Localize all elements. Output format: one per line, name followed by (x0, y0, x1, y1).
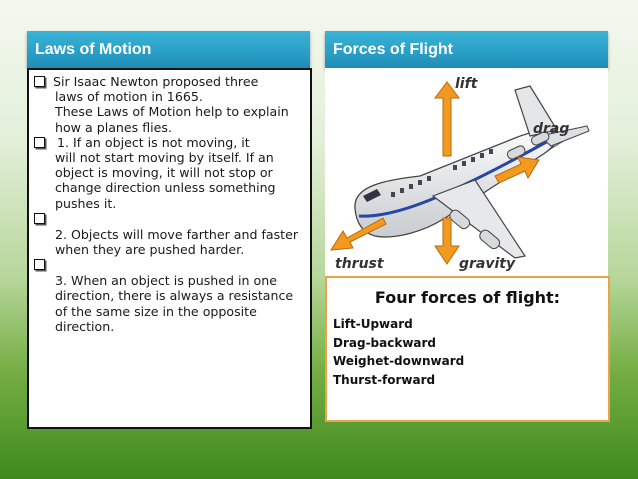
bullet-text: 1. If an object is not moving, it (53, 134, 250, 150)
forces-of-flight-header (325, 31, 608, 68)
bullet-law-1 (34, 135, 304, 150)
gravity-label: gravity (459, 256, 516, 272)
checkbox-bullet-icon (34, 259, 45, 270)
force-item-thrust: Thurst-forward (333, 372, 436, 387)
force-item-drag: Drag-backward (333, 335, 437, 350)
four-forces-box (325, 276, 610, 422)
gravity-arrow (435, 218, 459, 264)
airplane-forces-diagram (325, 68, 608, 276)
laws-of-motion-box (27, 68, 312, 429)
checkbox-bullet-icon (34, 213, 45, 224)
drag-label: drag (533, 121, 570, 137)
bullet-newton (34, 74, 304, 89)
bullet-text-cont: 2. Objects will move farther and faster when they are pushed harder. (55, 226, 299, 258)
force-item-lift: Lift-Upward (333, 317, 413, 331)
checkbox-bullet-icon (34, 76, 45, 87)
lift-label: lift (455, 76, 478, 92)
lift-arrow (435, 82, 459, 156)
four-forces-title: Four forces of flight: (374, 288, 561, 307)
laws-of-motion-title: Laws of Motion (35, 41, 152, 58)
airplane-illustration (325, 68, 608, 276)
bullet-text-cont: will not start moving by itself. If an object is moving, it will not stop or change direction unless something pushes it. (55, 150, 276, 211)
checkbox-bullet-icon (34, 137, 45, 148)
bullet-law-3 (34, 257, 304, 270)
thrust-label: thrust (335, 256, 384, 272)
bullet-text: Sir Isaac Newton proposed three (53, 74, 259, 89)
bullet-law-2 (34, 211, 304, 224)
forces-of-flight-title: Forces of Flight (333, 41, 453, 58)
bullet-text-cont: 3. When an object is pushed in one direction, there is always a resistance of the same size in the opposite direction. (55, 273, 294, 334)
force-item-weight: Weighet-downward (333, 354, 465, 368)
bullet-text-cont: laws of motion in 1665. These Laws of Motion help to explain how a planes flies. (55, 89, 289, 135)
laws-of-motion-header (27, 31, 310, 68)
